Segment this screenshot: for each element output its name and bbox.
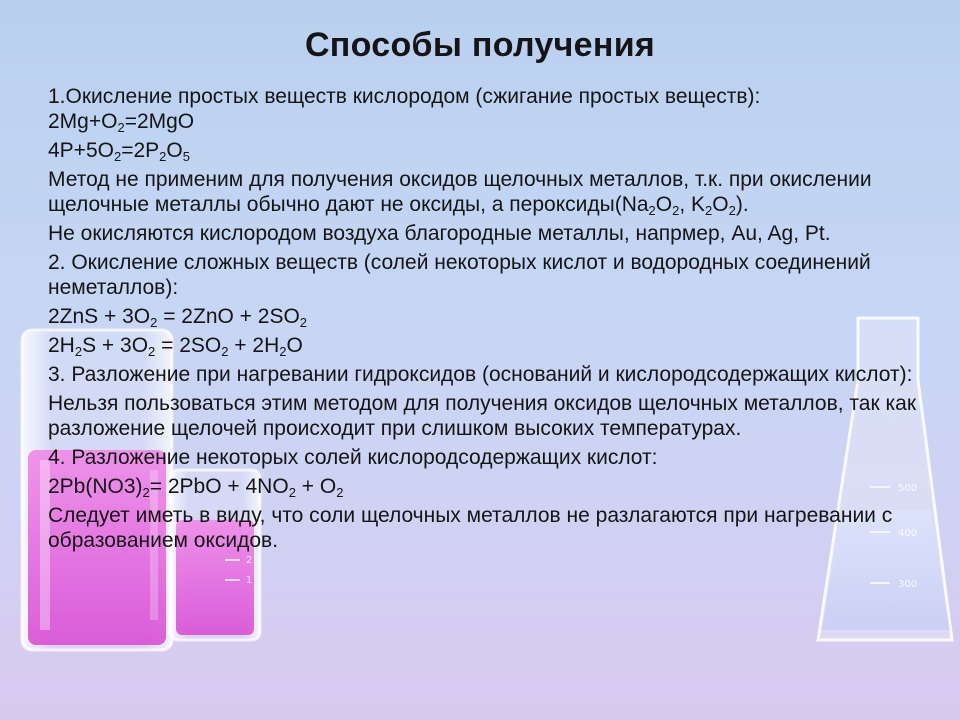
subscript: 2 (336, 485, 344, 500)
text-segment: O (166, 139, 183, 162)
text-segment: Не окисляются кислородом воздуха благородные металлы, напрмер, Au, Ag, Pt. (48, 222, 831, 245)
flask-mark-500: 500 (898, 483, 918, 494)
text-line (48, 474, 928, 499)
text-line (48, 250, 928, 300)
subscript: 2 (113, 149, 122, 164)
subscript: 2 (705, 203, 713, 218)
text-segment: ). (735, 193, 749, 216)
flask-mark-300: 300 (898, 579, 918, 590)
subscript: 2 (279, 344, 287, 359)
text-line (48, 138, 928, 163)
text-line (48, 503, 928, 553)
text-segment: 2H (48, 334, 75, 357)
text-segment: =2P (121, 139, 160, 162)
text-segment: = 2ZnO + 2SO (157, 305, 300, 328)
text-segment: 2. Окисление сложных веществ (солей некоторых кислот и водородных соединений неметаллов): (48, 251, 871, 299)
subscript: 2 (221, 344, 229, 359)
text-segment: O (655, 193, 673, 216)
subscript: 2 (728, 203, 736, 218)
subscript: 2 (288, 485, 296, 500)
text-segment: + O (295, 475, 337, 498)
text-segment: 3. Разложение при нагревании гидроксидов (оснований и кислородсодержащих кислот): (48, 363, 913, 386)
subscript: 2 (74, 344, 83, 359)
text-line (48, 391, 928, 441)
text-segment: 4. Разложение некоторых солей кислородсодержащих кислот: (48, 446, 658, 469)
text-segment: 4P+5O (48, 139, 114, 162)
beaker-small-tick-1: 1 (246, 575, 253, 586)
text-segment: S + 3O (82, 334, 149, 357)
text-segment: O (286, 334, 303, 357)
text-segment: = 2PbO + 4NO (149, 475, 289, 498)
slide-body (48, 84, 928, 557)
text-segment: , K (679, 193, 706, 216)
text-segment: O (712, 193, 729, 216)
text-segment: = 2SO (155, 334, 222, 357)
subscript: 5 (182, 149, 190, 164)
text-segment: =2MgO (124, 110, 195, 133)
text-segment: 2ZnS + 3O (48, 305, 151, 328)
text-segment: Нельзя пользоваться этим методом для получения оксидов щелочных металлов, так как разложение щелочей происходит при слишком высоких температурах. (48, 392, 917, 440)
subscript: 2 (299, 315, 308, 330)
text-segment: Следует иметь в виду, что соли щелочных металлов не разлагаются при нагревании с образованием оксидов. (48, 504, 893, 552)
text-segment: Метод не применим для получения оксидов щелочных металлов, т.к. при окислении щелочные металлы обычно дают не оксиды, а пероксиды(Na (48, 168, 872, 216)
subscript: 2 (648, 203, 656, 218)
text-segment: 1.Окисление простых веществ кислородом (сжигание простых веществ): (48, 85, 761, 108)
beaker-small-tick-2: 2 (246, 555, 253, 566)
subscript: 2 (150, 315, 158, 330)
slide-title: Способы получения (304, 26, 656, 64)
text-line (48, 304, 928, 329)
text-line (48, 109, 928, 134)
subscript: 2 (672, 203, 680, 218)
text-segment: 2Pb(NO3) (48, 475, 143, 498)
subscript: 2 (148, 344, 156, 359)
text-line (48, 333, 928, 358)
subscript: 2 (159, 149, 167, 164)
text-line (48, 84, 928, 109)
subscript: 2 (117, 120, 125, 135)
text-segment: + 2H (228, 334, 280, 357)
flask-mark-400: 400 (898, 528, 918, 539)
text-segment: 2Mg+O (48, 110, 118, 133)
text-line (48, 221, 928, 246)
subscript: 2 (142, 485, 150, 500)
text-line (48, 167, 928, 217)
text-line (48, 445, 928, 470)
text-line (48, 362, 928, 387)
